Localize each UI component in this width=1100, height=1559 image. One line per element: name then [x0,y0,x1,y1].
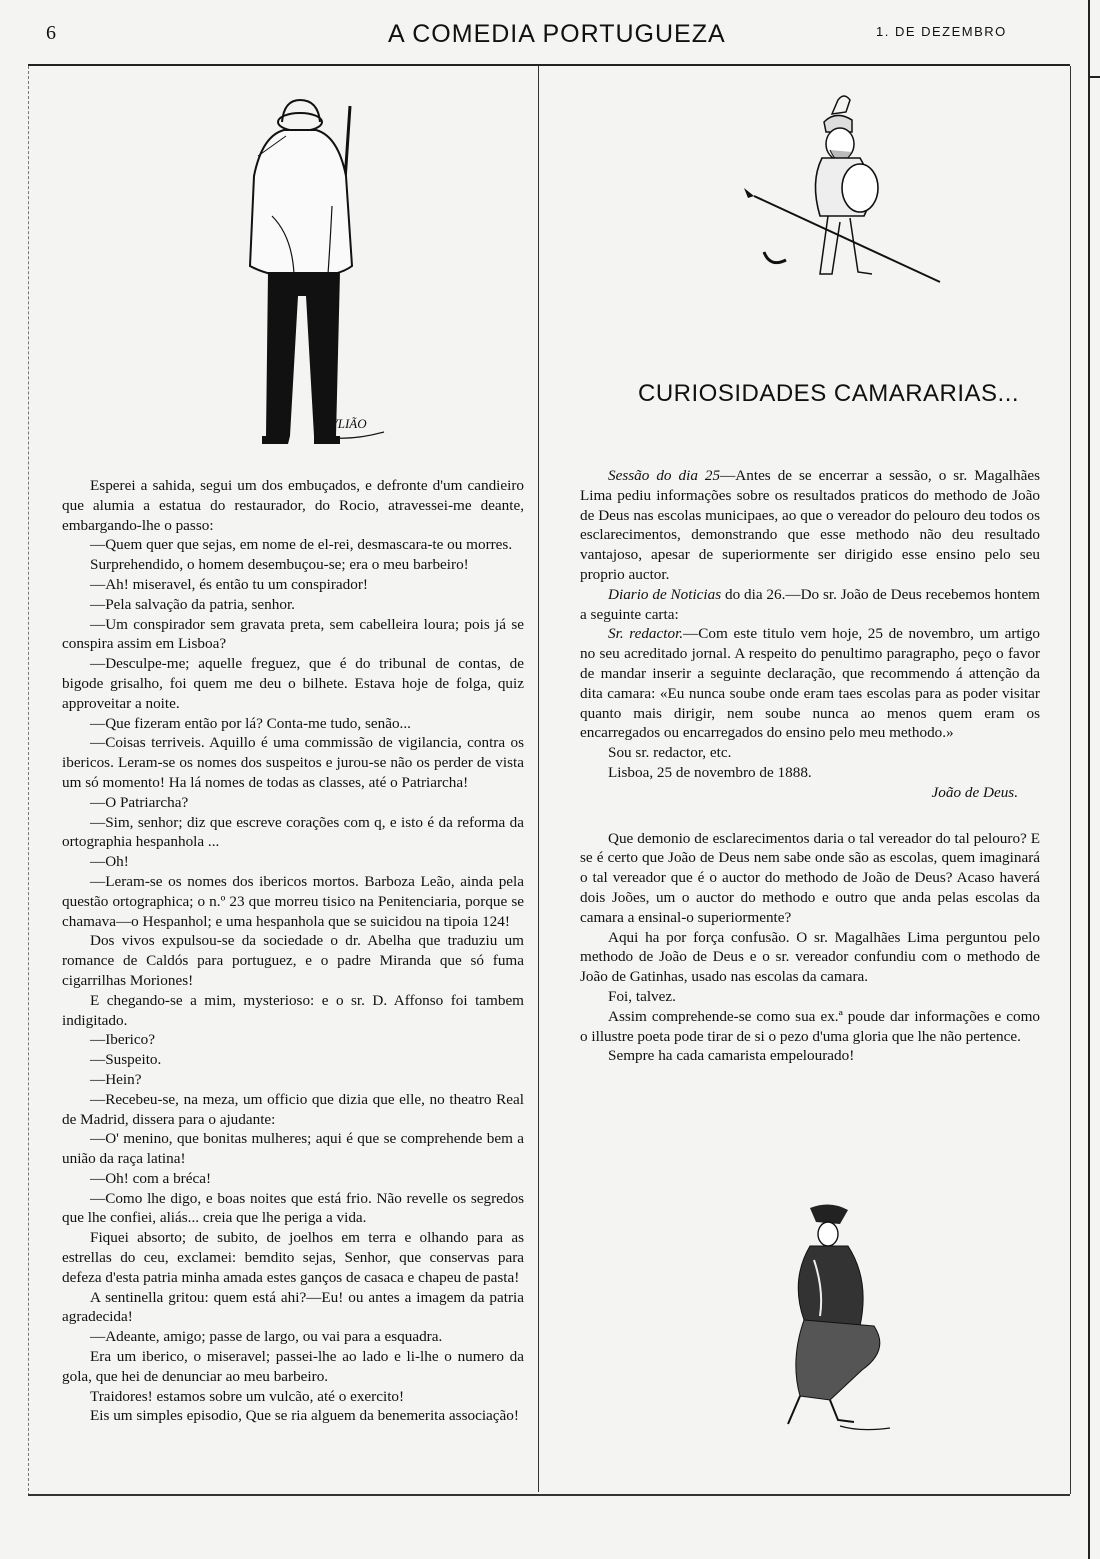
article-paragraph: —Hein? [90,1070,142,1088]
article-paragraph: Era um iberico, o miseravel; passei-lhe ao lado e li-lhe o numero da gola, que hei de denunciar ao meu barbeiro. [62,1348,524,1385]
article-paragraph: —Pela salvação da patria, senhor. [90,595,295,613]
diario-text: do dia 26.—Do sr. João de Deus recebemos hontem a seguinte carta: [580,585,1040,623]
commentary-paragraph: Foi, talvez. [608,987,676,1005]
commentary-paragraph: Aqui ha por força confusão. O sr. Magalhães Lima perguntou pelo methodo de João de Deus e o sr. vereador confundiu com o methodo de João de Gatinhas, usado nas escolas da camara. [580,928,1040,986]
letter-salutation: Sr. redactor. [608,625,684,643]
header-rule [28,64,1070,66]
article-paragraph: —Leram-se os nomes dos ibericos mortos. Barboza Leão, ainda pela questão ortographica; o n.º 23 que morreu tisico na Penitenciaria, porque se chamava—o Hespanhol; e uma hespanhola que se suicidou na tipoia 124! [62,872,524,930]
signature-text: JVLIÃO [324,416,367,431]
diario-label: Diario de Noticias [608,585,722,603]
article-paragraph: Esperei a sahida, segui um dos embuçados, e defronte d'um candieiro que alumia a estatua do restaurador, do Rocio, atravessei-me deante, embargando-lhe o passo: [62,477,524,534]
illustration-soldier-with-spear [740,92,950,292]
letter-closing: Sou sr. redactor, etc. [608,744,732,762]
article-paragraph: —Suspeito. [90,1051,162,1069]
left-margin-rule [28,66,29,1496]
illustration-man-from-behind [232,96,382,456]
article-paragraph: Traidores! estamos sobre um vulcão, até o exercito! [90,1387,405,1405]
right-column-rule [1070,66,1071,1494]
left-column-article [62,476,524,1426]
article-paragraph: Surprehendido, o homem desembuçou-se; era o meu barbeiro! [90,556,469,574]
bottom-rule [28,1494,1070,1496]
article-paragraph: A sentinella gritou: quem está ahi?—Eu! ou antes a imagem da patria agradecida! [62,1288,524,1326]
illustration-seated-figure [770,1200,920,1436]
section-title: CURIOSIDADES CAMARARIAS... [638,380,1020,407]
commentary-paragraph: Assim comprehende-se como sua ex.ª poude dar informações e como o illustre poeta pode tirar de si o pezo d'uma gloria que lhe não pertence. [580,1007,1040,1045]
article-paragraph: —Oh! [90,853,129,871]
issue-date: 1. DE DEZEMBRO [876,24,1007,39]
page-edge-mark [1090,76,1100,78]
letter-signature: João de Deus. [931,783,1018,801]
article-paragraph: —Um conspirador sem gravata preta, sem cabelleira loura; pois já se conspira assim em Lisboa? [62,615,524,653]
session-text: —Antes de se encerrar a sessão, o sr. Magalhães Lima pediu informações sobre os resultados praticos do methodo de João de Deus nas escolas municipaes, ao que o vereador do pelouro deu todos os esclarecimentos, demonstrando que esse methodo não deu resultado vantajoso, apesar de superiormente ser dirigido esse ensino pelo seu proprio auctor. [580,467,1040,583]
article-paragraph: Eis um simples episodio, Que se ria alguem da benemerita associação! [90,1407,519,1425]
session-label: Sessão do dia 25 [608,467,721,484]
article-paragraph: Fiquei absorto; de subito, de joelhos em terra e olhando para as estrellas do ceu, exclamei: bemdito sejas, Senhor, que conservas para defeza d'esta patria minha amada estes ganços de casaca e chapeu de pasta! [62,1229,524,1286]
page-edge [1088,0,1090,1559]
page-number: 6 [46,22,56,44]
column-divider [538,66,539,1492]
letter-paragraph [580,624,1040,743]
article-paragraph: —Desculpe-me; aquelle freguez, que é do tribunal de contas, de bigode grisalho, foi quem me deu o bilhete. Estava hoje de folga, quiz approveitar a noite. [62,655,524,712]
right-column-article [580,466,1040,1066]
masthead-title: A COMEDIA PORTUGUEZA [388,20,726,48]
session-paragraph [580,466,1040,585]
illustration-signature [318,410,388,444]
article-paragraph: —Ah! miseravel, és então tu um conspirador! [90,575,368,593]
page-header [0,14,1070,54]
article-paragraph: —Adeante, amigo; passe de largo, ou vai para a esquadra. [90,1328,443,1346]
article-paragraph: —Coisas terriveis. Aquillo é uma commissão de vigilancia, contra os ibericos. Leram-se os nomes dos suspeitos e jurou-se não os perder de vista um só momento! Ha lá nomes de todas as classes, até o Patriarcha! [62,734,524,791]
commentary-paragraph: Que demonio de esclarecimentos daria o tal vereador do tal pelouro? E se é certo que João de Deus nem sabe onde são as escolas, quem imaginará o tal vereador que é o auctor do methodo de João de Deus? Acaso haverá dois Joões, um o auctor do methodo e outro que anda pelas escolas da camara a ensinal-o superiormente? [580,829,1040,926]
article-paragraph: E chegando-se a mim, mysterioso: e o sr. D. Affonso foi tambem indigitado. [62,991,524,1029]
article-paragraph: —Quem quer que sejas, em nome de el-rei, desmascara-te ou morres. [90,536,513,554]
letter-text: —Com este titulo vem hoje, 25 de novembro, um artigo no seu acreditado jornal. A respeito do penultimo paragrapho, peço o favor de mandar inserir a seguinte declaração, que recommendo á attenção da dita camara: «Eu nunca soube onde eram taes escolas para as poder visitar quanto mais dirigir, nem soube nunca ao menos quem eram os encarregados ou encarregados do ensino pelo meu methodo.» [580,625,1041,742]
letter-place-date: Lisboa, 25 de novembro de 1888. [608,763,812,781]
article-paragraph: —Que fizeram então por lá? Conta-me tudo, senão... [90,714,411,732]
article-paragraph: —Oh! com a bréca! [90,1169,212,1187]
article-paragraph: —Recebeu-se, na meza, um officio que dizia que elle, no theatro Real de Madrid, dissera para o ajudante: [62,1090,524,1128]
article-paragraph: —Sim, senhor; diz que escreve corações com q, e isto é da reforma da ortographia hespanhola ... [62,813,524,851]
article-paragraph: —Iberico? [90,1031,155,1049]
commentary-paragraph: Sempre ha cada camarista empelourado! [608,1047,855,1065]
article-paragraph: —Como lhe digo, e boas noites que está frio. Não revelle os segredos que lhe confiei, aliás... creia que lhe periga a vida. [62,1189,524,1227]
article-paragraph: Dos vivos expulsou-se da sociedade o dr. Abelha que traduziu um romance de Caldós para portuguez, e o padre Miranda que só fuma cigarrilhas Moriones! [62,932,524,989]
article-paragraph: —O' menino, que bonitas mulheres; aqui é que se comprehende bem a união da raça latina! [62,1130,524,1168]
diario-paragraph [580,585,1040,625]
article-paragraph: —O Patriarcha? [90,793,189,811]
